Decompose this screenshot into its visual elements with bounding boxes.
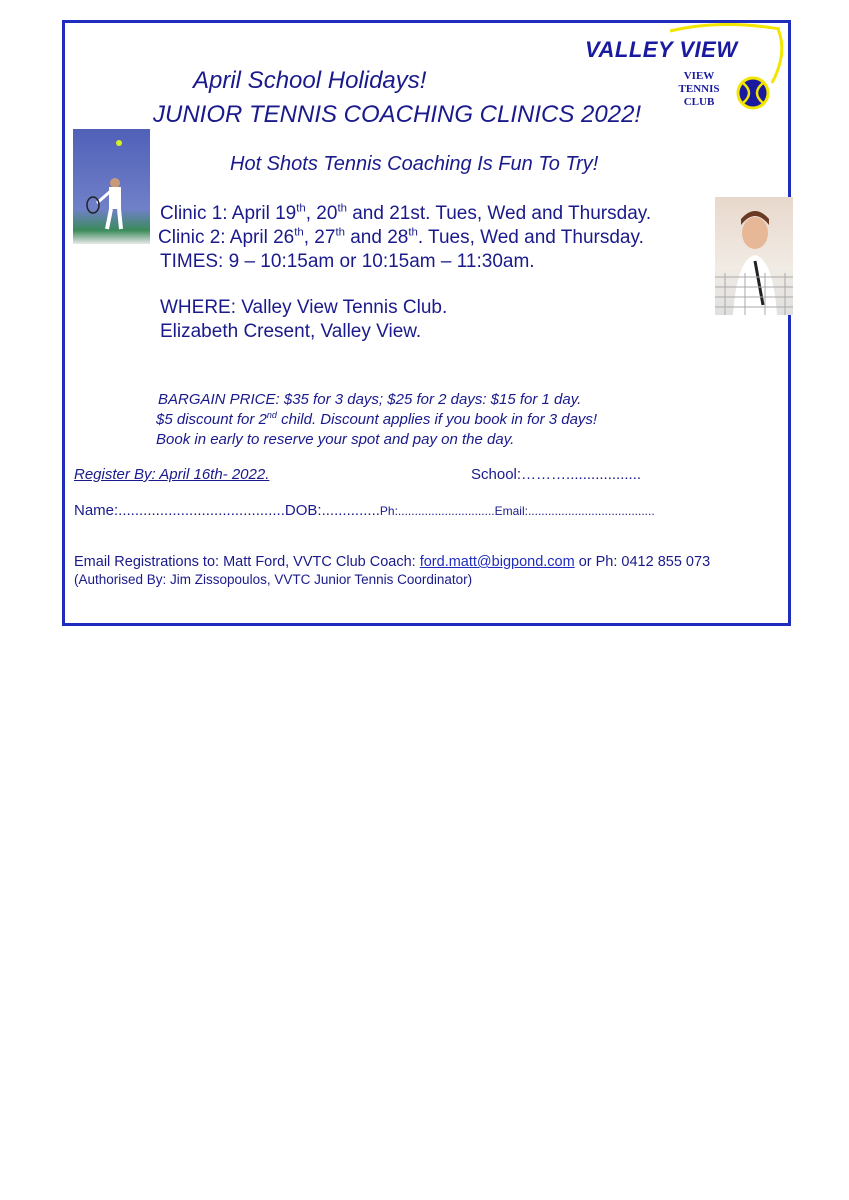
tennis-serve-photo <box>73 129 150 244</box>
authorised-by: (Authorised By: Jim Zissopoulos, VVTC Junior Tennis Coordinator) <box>74 572 473 587</box>
tagline: Hot Shots Tennis Coaching Is Fun To Try! <box>230 153 599 175</box>
where-line2: Elizabeth Cresent, Valley View. <box>160 321 422 342</box>
logo-sub-view: VIEW <box>683 70 715 82</box>
logo-sub-tennis: TENNIS <box>678 83 720 95</box>
clinic-1: Clinic 1: April 19th, 20th and 21st. Tues, Wed and Thursday. <box>160 202 652 224</box>
price-line3: Book in early to reserve your spot and pay on the day. <box>156 431 515 448</box>
price-line2: $5 discount for 2nd child. Discount applies if you book in for 3 days! <box>156 410 598 428</box>
player-at-net-image <box>715 197 793 315</box>
registration-form-line <box>74 502 655 519</box>
name-field[interactable]: Name:........................................ <box>74 502 285 519</box>
clinic-2: Clinic 2: April 26th, 27th and 28th. Tues, Wed and Thursday. <box>158 226 644 248</box>
logo-title: VALLEY VIEW <box>585 37 738 62</box>
register-deadline: Register By: April 16th- 2022. <box>74 466 270 483</box>
player-serving-image <box>73 129 150 244</box>
phone-field[interactable]: Ph:............................. <box>379 504 495 518</box>
flyer-frame <box>62 20 791 626</box>
tennis-ball-icon <box>735 75 771 111</box>
heading-line2: JUNIOR TENNIS COACHING CLINICS 2022! <box>153 101 642 128</box>
logo-sub-club: CLUB <box>683 96 715 108</box>
price-line1: BARGAIN PRICE: $35 for 3 days; $25 for 2 days: $15 for 1 day. <box>158 391 582 408</box>
coach-email-link[interactable]: ford.matt@bigpond.com <box>419 554 575 570</box>
times: TIMES: 9 – 10:15am or 10:15am – 11:30am. <box>160 251 535 272</box>
heading-line1: April School Holidays! <box>193 67 427 94</box>
school-field[interactable]: School:……….................. <box>471 466 642 483</box>
dob-field[interactable]: DOB:.............. <box>284 502 380 519</box>
logo-subtitle <box>671 70 727 109</box>
tennis-player-photo <box>715 197 793 315</box>
contact-line: Email Registrations to: Matt Ford, VVTC Club Coach: ford.matt@bigpond.com or Ph: 0412 855 073 <box>74 554 711 570</box>
where-line1: WHERE: Valley View Tennis Club. <box>160 297 448 318</box>
email-field[interactable]: Email:...................................... <box>494 504 655 518</box>
